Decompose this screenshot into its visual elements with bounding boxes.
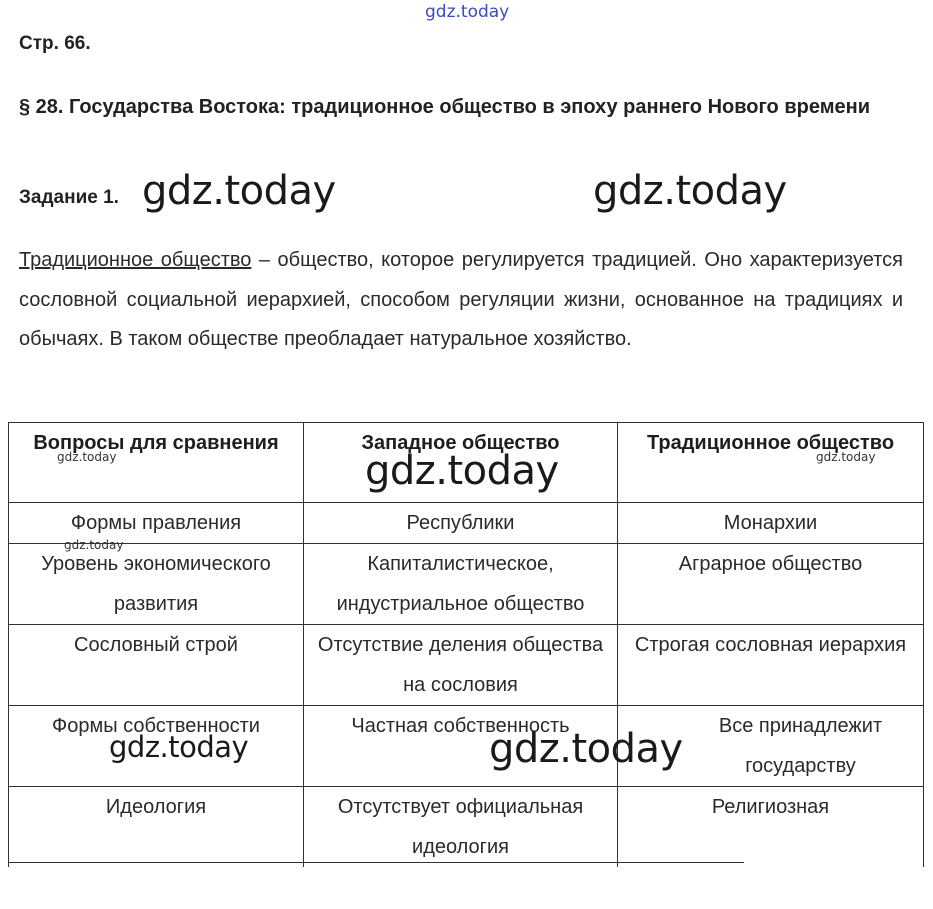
watermark-small: gdz.today xyxy=(57,450,117,464)
header-western: Западное общество xyxy=(304,423,618,503)
table-cell: Строгая сословная иерархия xyxy=(618,625,924,706)
table-cell: Идеология xyxy=(9,787,304,868)
table-cell: Все принадлежит государству xyxy=(618,706,924,787)
table-cell: Уровень экономического развития xyxy=(9,544,304,625)
definition-text: – общество, которое регулируется традицией. Оно характеризуется сословной социальной иерархией, способом регуляции жизни, основанное на традициях и обычаях. В таком обществе преобладает натуральное хозяйство. xyxy=(19,249,903,350)
watermark-small: gdz.today xyxy=(64,538,124,552)
page-number: Стр. 66. xyxy=(19,33,91,54)
table-cell: Частная собственность xyxy=(304,706,618,787)
watermark-large: gdz.today xyxy=(365,448,559,494)
watermark-large: gdz.today xyxy=(142,168,336,214)
watermark-small: gdz.today xyxy=(816,450,876,464)
table-row xyxy=(9,544,924,625)
header-questions: Вопросы для сравнения xyxy=(9,423,304,503)
table-cell: Формы правления xyxy=(9,503,304,544)
section-title: § 28. Государства Востока: традиционное общество в эпоху раннего Нового времени xyxy=(19,96,870,118)
definition-paragraph xyxy=(19,241,903,360)
watermark-medium: gdz.today xyxy=(109,730,249,764)
watermark-large: gdz.today xyxy=(489,726,683,772)
table-border-fragment xyxy=(923,848,924,850)
task-title: Задание 1. xyxy=(19,187,119,208)
watermark-large: gdz.today xyxy=(593,168,787,214)
definition-term: Традиционное общество xyxy=(19,249,252,271)
table-row xyxy=(9,625,924,706)
table-cell: Отсутствие деления общества на сословия xyxy=(304,625,618,706)
header-traditional: Традиционное общество xyxy=(618,423,924,503)
table-cell: Монархии xyxy=(618,503,924,544)
table-cell: Капиталистическое, индустриальное общество xyxy=(304,544,618,625)
table-bottom-border xyxy=(8,862,744,863)
table-cell: Республики xyxy=(304,503,618,544)
table-cell: Аграрное общество xyxy=(618,544,924,625)
table-cell: Формы собственности xyxy=(9,706,304,787)
table-row xyxy=(9,787,924,868)
watermark-top: gdz.today xyxy=(425,2,510,22)
table-cell: Сословный строй xyxy=(9,625,304,706)
table-cell: Религиозная xyxy=(618,787,924,868)
table-row xyxy=(9,503,924,544)
table-cell: Отсутствует официальная идеология xyxy=(304,787,618,868)
